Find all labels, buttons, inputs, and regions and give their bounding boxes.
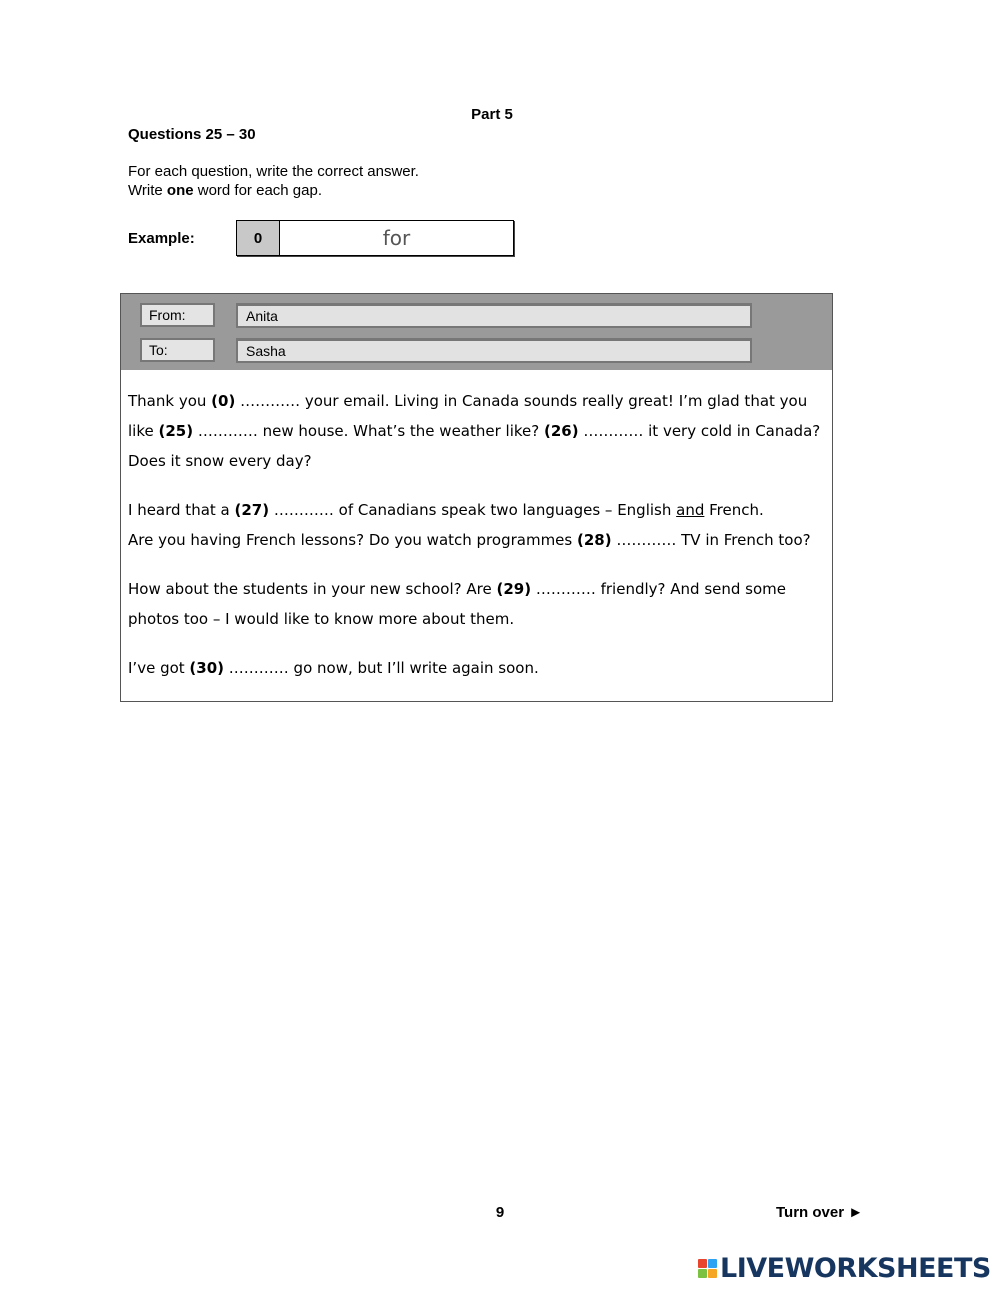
- to-field: Sasha: [236, 338, 752, 363]
- example-number: 0: [237, 221, 280, 255]
- email-paragraph-1: Thank you (0) ………… your email. Living in Canada sounds really great! I’m glad that you like (25) ………… new house. What’s the weather like? (26) ………… it very cold in Canada? Does it snow every day?: [128, 392, 821, 470]
- instruction-emphasis: one: [166, 182, 194, 199]
- from-label: From:: [140, 303, 215, 327]
- instruction-text: Write: [128, 182, 167, 199]
- logo-block: [708, 1269, 717, 1278]
- logo-text: LIVEWORKSHEETS: [720, 1253, 991, 1284]
- gap-30[interactable]: (30): [189, 659, 225, 677]
- gap-25[interactable]: (25): [158, 422, 194, 440]
- instruction-line-2: [128, 182, 322, 199]
- instruction-text: word for each gap.: [193, 182, 322, 199]
- from-field: Anita: [236, 303, 752, 328]
- gap-0[interactable]: (0): [211, 392, 236, 410]
- email-panel: [120, 293, 833, 702]
- logo-block: [698, 1259, 707, 1268]
- logo-blocks-icon: [698, 1259, 717, 1278]
- email-paragraph-4: I’ve got (30) ………… go now, but I’ll write again soon.: [128, 659, 539, 677]
- logo-block: [698, 1269, 707, 1278]
- example-answer-box: [236, 220, 514, 256]
- part-title: Part 5: [471, 106, 513, 123]
- page-number: 9: [495, 1204, 505, 1221]
- gap-28[interactable]: (28): [577, 531, 612, 549]
- to-label: To:: [140, 338, 215, 362]
- example-answer: for: [382, 226, 411, 250]
- gap-26[interactable]: (26): [544, 422, 579, 440]
- email-header: [121, 294, 832, 370]
- gap-27[interactable]: (27): [234, 501, 270, 519]
- logo-block: [708, 1259, 717, 1268]
- questions-range: Questions 25 – 30: [128, 126, 256, 143]
- underlined-word: and: [676, 501, 705, 519]
- example-label: Example:: [128, 230, 195, 247]
- turn-over-label: Turn over ►: [776, 1204, 864, 1221]
- email-body: [128, 386, 828, 702]
- email-paragraph-2: I heard that a (27) ………… of Canadians speak two languages – English and French. Are you having French lessons? Do you watch programmes (28) ………… TV in French too?: [128, 501, 811, 549]
- instruction-line-1: For each question, write the correct answer.: [128, 163, 419, 180]
- email-paragraph-3: How about the students in your new school? Are (29) ………… friendly? And send some photos too – I would like to know more about them.: [128, 580, 786, 628]
- gap-29[interactable]: (29): [496, 580, 532, 598]
- liveworksheets-logo: [698, 1253, 991, 1284]
